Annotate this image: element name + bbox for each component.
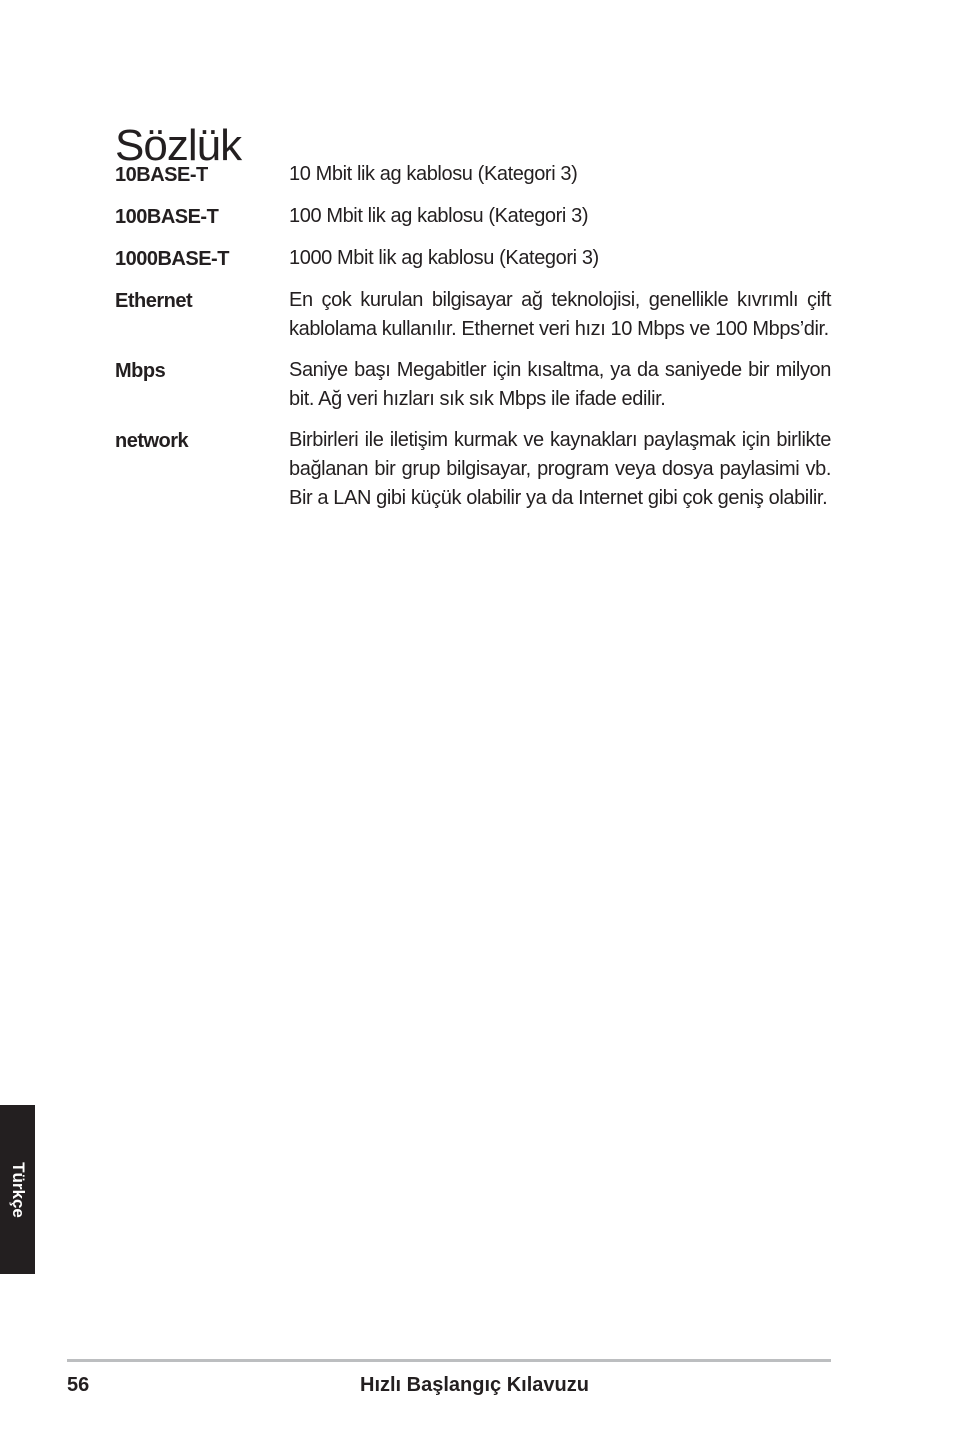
language-label: Türkçe xyxy=(8,1161,28,1218)
glossary-entry xyxy=(115,202,831,232)
page-title: Sözlük xyxy=(115,121,242,171)
page-number: 56 xyxy=(67,1374,90,1396)
language-side-tab xyxy=(0,1105,35,1274)
glossary-definition: Birbirleri ile iletişim kurmak ve kaynakları paylaşmak için birlikte bağlanan bir grup bilgisayar, program veya dosya paylasimi vb. Bir a LAN gibi küçük olabilir ya da Internet gibi çok geniş olabilir. xyxy=(289,429,831,509)
glossary-term: 1000BASE-T xyxy=(115,248,229,270)
glossary-entry xyxy=(115,286,831,344)
glossary-entry xyxy=(115,244,831,274)
footer-divider xyxy=(67,1359,831,1362)
glossary-definition: Saniye başı Megabitler için kısaltma, ya da saniyede bir milyon bit. Ağ veri hızları sık sık Mbps ile ifade edilir. xyxy=(289,359,831,410)
glossary-entry xyxy=(115,356,831,414)
glossary-list xyxy=(115,160,831,525)
glossary-definition: 1000 Mbit lik ag kablosu (Kategori 3) xyxy=(289,247,599,269)
glossary-term: Mbps xyxy=(115,360,166,382)
footer-title: Hızlı Başlangıç Kılavuzu xyxy=(360,1374,589,1396)
glossary-term: network xyxy=(115,430,189,452)
glossary-term: 10BASE-T xyxy=(115,164,208,186)
glossary-definition: 100 Mbit lik ag kablosu (Kategori 3) xyxy=(289,205,589,227)
glossary-term: Ethernet xyxy=(115,290,193,312)
glossary-entry xyxy=(115,426,831,513)
glossary-definition: En çok kurulan bilgisayar ağ teknolojisi, genellikle kıvrımlı çift kablolama kullanılır. Ethernet veri hızı 10 Mbps ve 100 Mbps’dir. xyxy=(289,289,831,340)
glossary-term: 100BASE-T xyxy=(115,206,219,228)
glossary-definition: 10 Mbit lik ag kablosu (Kategori 3) xyxy=(289,163,578,185)
glossary-entry xyxy=(115,160,831,190)
